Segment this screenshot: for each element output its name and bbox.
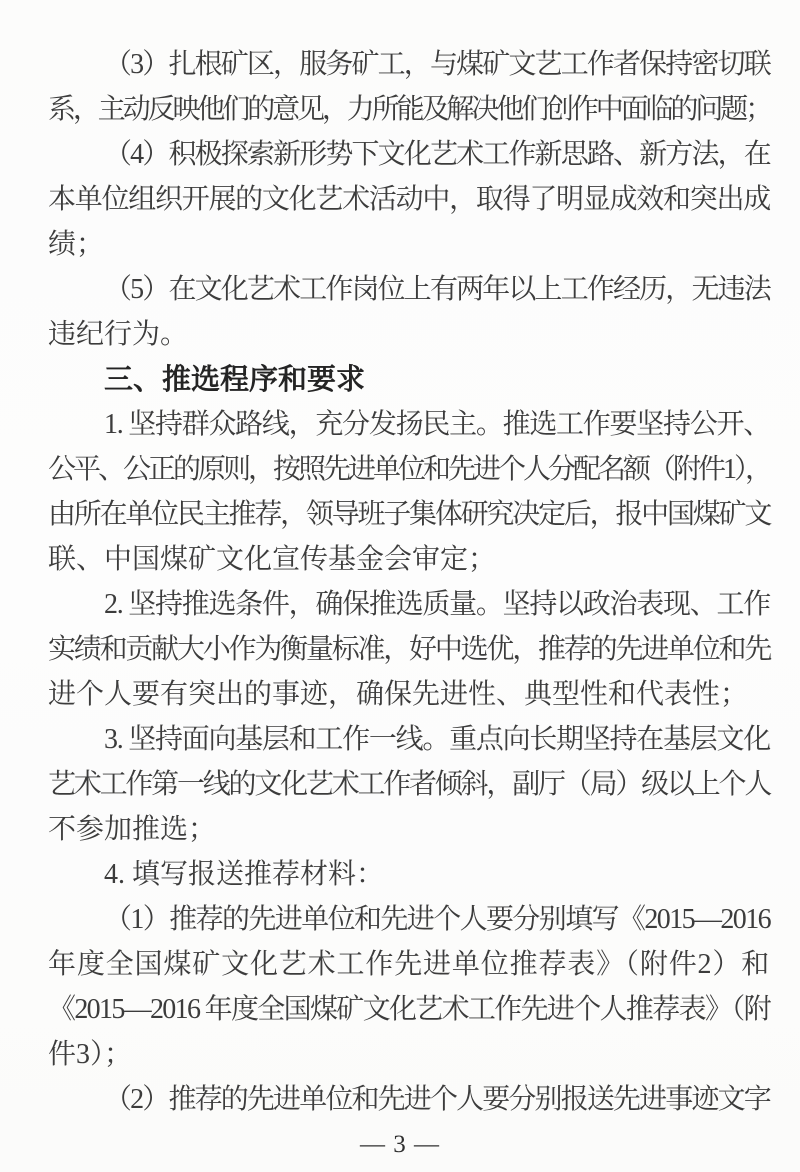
text-line-content: 不参加推选； bbox=[48, 814, 217, 845]
text-line bbox=[48, 717, 770, 762]
text-line-content: 4. 填写报送推荐材料： bbox=[104, 859, 385, 890]
text-line-content: 1. 坚持群众路线，充分发扬民主。推选工作要坚持公开、 bbox=[104, 409, 770, 440]
text-line bbox=[48, 537, 770, 582]
text-line-content: 年度全国煤矿文化艺术工作先进单位推荐表》（附件2）和 bbox=[48, 949, 771, 980]
text-line-content: 系，主动反映他们的意见，力所能及解决他们创作中面临的问题； bbox=[48, 94, 771, 125]
text-line bbox=[48, 132, 770, 177]
text-line-content: 实绩和贡献大小作为衡量标准，好中选优，推荐的先进单位和先 bbox=[48, 634, 771, 665]
text-line-content: （2）推荐的先进单位和先进个人要分别报送先进事迹文字 bbox=[104, 1084, 770, 1115]
text-line bbox=[48, 267, 770, 312]
text-line bbox=[48, 942, 770, 987]
text-line-content: 艺术工作第一线的文化艺术工作者倾斜，副厅（局）级以上个人 bbox=[48, 769, 771, 800]
text-line-content: 联、中国煤矿文化宣传基金会审定； bbox=[48, 544, 497, 575]
document-text bbox=[48, 42, 770, 1122]
text-line-content: （4）积极探索新形势下文化艺术工作新思路、新方法，在 bbox=[104, 139, 770, 170]
text-line-content: （1）推荐的先进单位和先进个人要分别填写《2015—2016 bbox=[104, 904, 771, 935]
text-line bbox=[48, 807, 770, 852]
text-line bbox=[48, 627, 770, 672]
text-line bbox=[48, 447, 770, 492]
text-line bbox=[48, 1077, 770, 1122]
section-heading bbox=[48, 357, 770, 402]
text-line bbox=[48, 762, 770, 807]
text-line-content: 进个人要有突出的事迹，确保先进性、典型性和代表性； bbox=[48, 679, 749, 710]
text-line-content: （5）在文化艺术工作岗位上有两年以上工作经历，无违法 bbox=[104, 274, 770, 305]
text-line bbox=[48, 312, 770, 357]
text-line-content: 公平、公正的原则，按照先进单位和先进个人分配名额（附件1）， bbox=[48, 454, 771, 485]
text-line-content: 《2015—2016 年度全国煤矿文化艺术工作先进个人推荐表》（附 bbox=[48, 994, 770, 1025]
text-line-content: 违纪行为。 bbox=[48, 319, 189, 350]
text-line bbox=[48, 672, 770, 717]
text-line-content: 本单位组织开展的文化艺术活动中，取得了明显成效和突出成 bbox=[48, 184, 770, 215]
text-line bbox=[48, 87, 770, 132]
text-line bbox=[48, 222, 770, 267]
text-line bbox=[48, 492, 770, 537]
text-line bbox=[48, 852, 770, 897]
text-line-content: 绩； bbox=[48, 229, 105, 260]
section-heading-text: 三、推选程序和要求 bbox=[104, 362, 366, 396]
text-line bbox=[48, 402, 770, 447]
text-line bbox=[48, 177, 770, 222]
text-line bbox=[48, 987, 770, 1032]
text-line-content: 2. 坚持推选条件，确保推选质量。坚持以政治表现、工作 bbox=[104, 589, 770, 620]
text-line-content: 由所在单位民主推荐，领导班子集体研究决定后，报中国煤矿文 bbox=[48, 499, 771, 530]
text-line-content: （3）扎根矿区，服务矿工，与煤矿文艺工作者保持密切联 bbox=[104, 49, 770, 80]
text-line bbox=[48, 897, 770, 942]
page-number: — 3 — bbox=[360, 1131, 440, 1158]
text-line-content: 3. 坚持面向基层和工作一线。重点向长期坚持在基层文化 bbox=[104, 724, 770, 755]
text-line bbox=[48, 1032, 770, 1077]
text-line-content: 件3）； bbox=[48, 1039, 133, 1070]
text-line bbox=[48, 582, 770, 627]
text-line bbox=[48, 42, 770, 87]
